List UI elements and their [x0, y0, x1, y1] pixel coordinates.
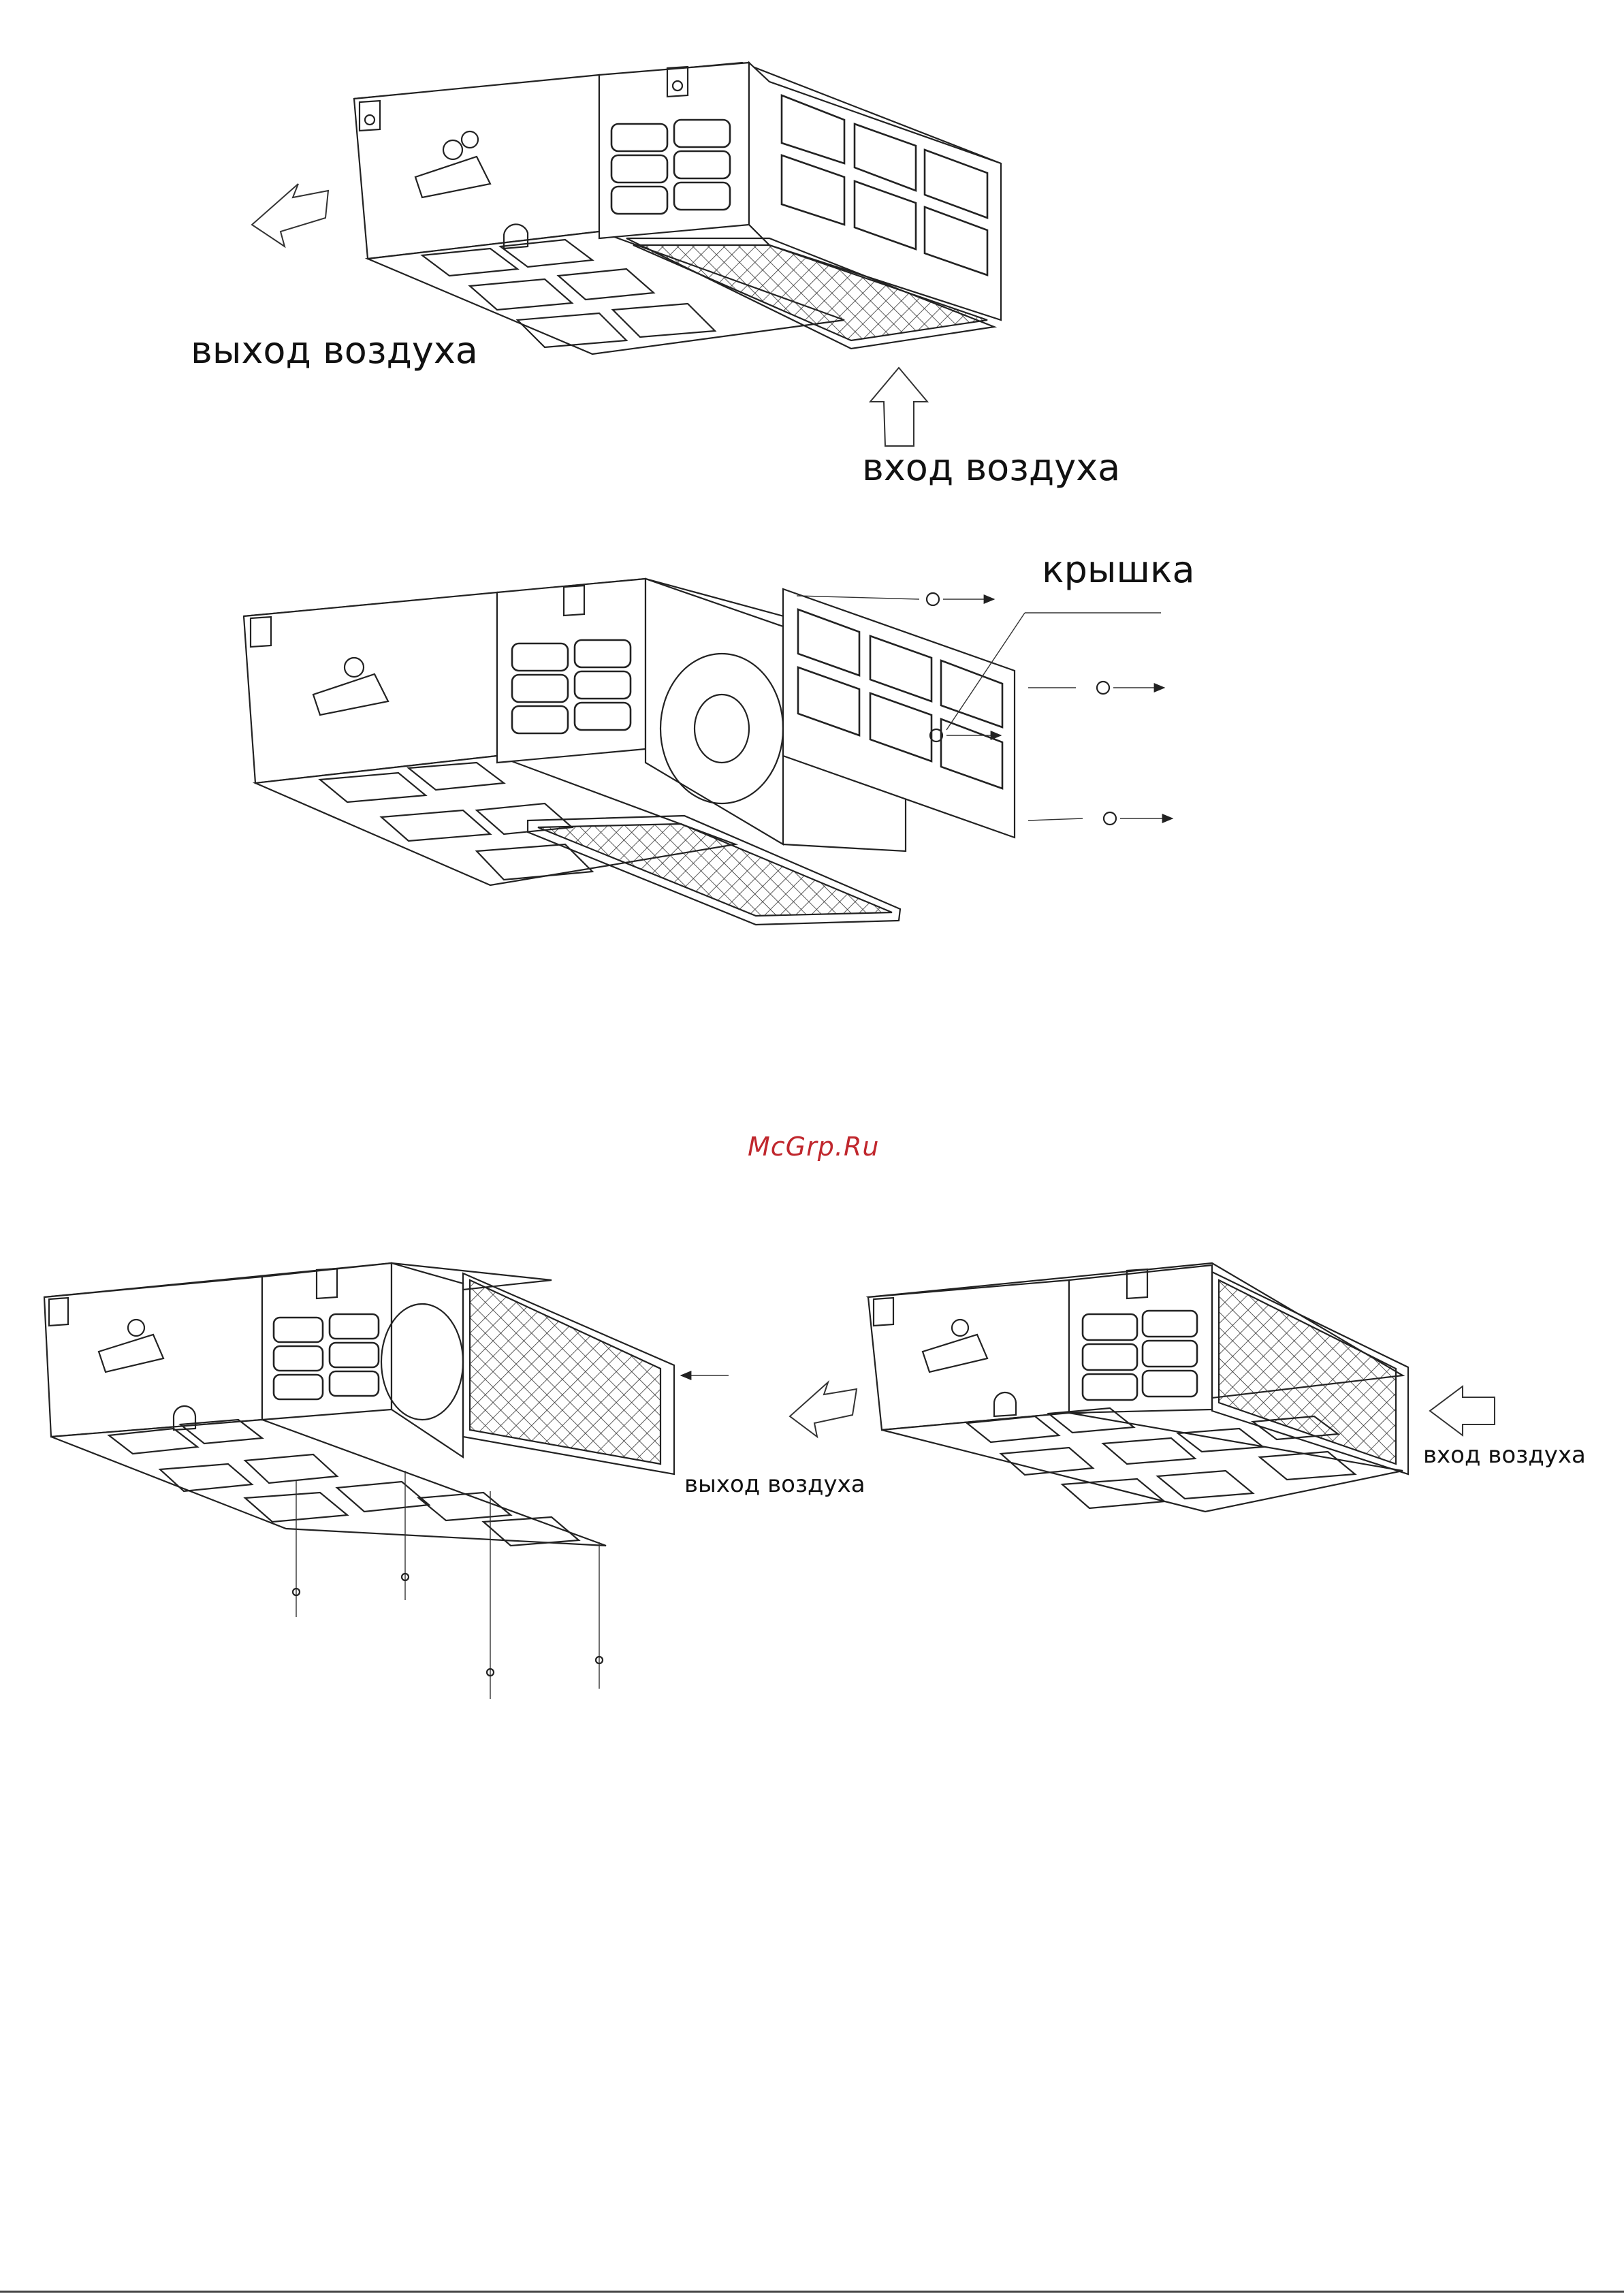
- cover-panel: [783, 589, 1015, 838]
- figure-1-unit-assembled: [252, 63, 1001, 446]
- fig3-outlet-label: выход воздуха: [684, 1471, 865, 1498]
- figure-2-cover-removal: [244, 579, 1173, 925]
- fig2-cover-label: крышка: [1042, 548, 1195, 591]
- bottom-rule: [0, 2291, 1624, 2293]
- watermark: McGrp.Ru: [748, 1132, 880, 1162]
- fig1-inlet-label: вход воздуха: [862, 446, 1121, 489]
- fig4-inlet-label: вход воздуха: [1423, 1441, 1586, 1469]
- outlet-arrow: [252, 184, 328, 246]
- figure-4-unit-rear-filter: [868, 1263, 1495, 1512]
- fig1-outlet-label: выход воздуха: [191, 329, 478, 372]
- inlet-arrow: [870, 368, 927, 446]
